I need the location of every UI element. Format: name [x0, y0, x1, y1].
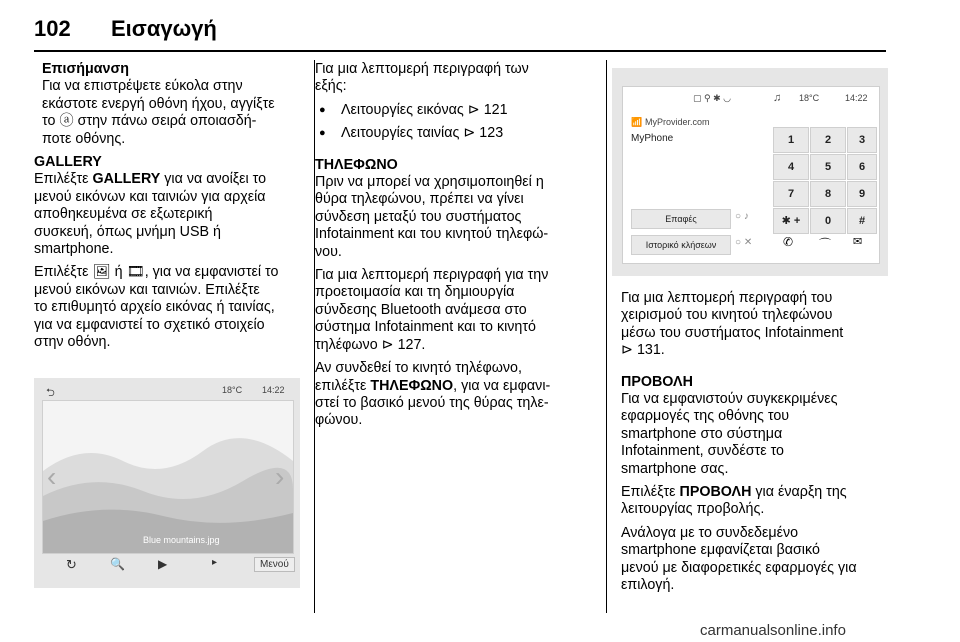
note-line: Για να επιστρέψετε εύκολα στην	[42, 78, 243, 95]
text: για έναρξη της	[751, 484, 847, 501]
text-line: smartphone εμφανίζεται βασικό	[621, 542, 820, 559]
text-line: smartphone σας.	[621, 460, 729, 477]
menu-button[interactable]: Μενού	[254, 557, 295, 572]
status-icons: ▢ ⚲ ✱ ◡	[693, 93, 731, 103]
note-title: Επισήμανση	[42, 61, 129, 77]
note-box	[34, 61, 299, 148]
gallery-toolbar	[42, 554, 292, 576]
text-line: ⊳ 131.	[621, 342, 665, 359]
text-line: μενού με διαφορετικές εφαρμογές για	[621, 559, 857, 576]
keypad-key[interactable]: ✱ +	[773, 208, 809, 234]
image-caption: Blue mountains.jpg	[143, 535, 220, 545]
text-line: εξής:	[315, 78, 347, 95]
keypad-key[interactable]: 0	[810, 208, 846, 234]
text-line: μενού εικόνων και ταινιών. Επιλέξτε	[34, 281, 260, 298]
watermark: carmanualsonline.info	[700, 622, 846, 639]
voice-icon[interactable]: ○ ♪	[735, 211, 749, 222]
column-1	[34, 61, 299, 352]
rotate-icon[interactable]: ↻	[66, 557, 77, 572]
phone-screen	[622, 86, 880, 264]
status-bar	[42, 384, 292, 398]
keyword: ΤΗΛΕΦΩΝΟ	[370, 377, 454, 394]
back-icon: ⮌	[46, 387, 55, 399]
keypad-key[interactable]: 4	[773, 154, 809, 180]
temperature: 18°C	[222, 385, 243, 395]
keypad-key[interactable]: 2	[810, 127, 846, 153]
text-line: λειτουργίας προβολής.	[621, 501, 765, 518]
text-line: χειρισμού του κινητού τηλεφώνου	[621, 307, 833, 324]
page-title: Εισαγωγή	[111, 16, 217, 41]
text-line: συσκευή, όπως μνήμη USB ή	[34, 223, 221, 240]
text: , για να εμφανι-	[453, 377, 551, 394]
bullet-item: ● Λειτουργίες εικόνας ⊳ 121	[315, 102, 595, 119]
text-line: Infotainment και του κινητού τηλεφώ-	[315, 226, 549, 243]
text-line: νου.	[315, 243, 342, 260]
text-line: αποθηκευμένα σε εξωτερική	[34, 206, 213, 223]
column-3	[621, 290, 891, 595]
text-line: στεί το βασικό μενού της θύρας τηλε-	[315, 394, 549, 411]
text: επιλέξτε	[315, 377, 371, 394]
text-line: Επιλέξτε 🖼 ή 🎞, για να εμφανιστεί το	[34, 264, 279, 281]
text-line: σύνδεσης Bluetooth ανάμεσα στο	[315, 301, 527, 318]
temperature: 18°C	[799, 93, 820, 103]
text-line: Για να εμφανιστούν συγκεκριμένες	[621, 391, 838, 408]
text-line: τηλέφωνο ⊳ 127.	[315, 336, 426, 353]
note-line: το ⓐ στην πάνω σειρά οποιασδή-	[42, 113, 257, 130]
text-line: μέσω του συστήματος Infotainment	[621, 324, 844, 341]
play-icon[interactable]: ▸	[212, 557, 218, 568]
text: για να ανοίξει το	[160, 171, 267, 188]
phone-heading: ΤΗΛΕΦΩΝΟ	[315, 156, 398, 173]
text-line: Για μια λεπτομερή περιγραφή για την	[315, 267, 549, 284]
text-line: το επιθυμητό αρχείο εικόνας ή ταινίας,	[34, 299, 275, 316]
keypad-key[interactable]: 5	[810, 154, 846, 180]
column-divider	[606, 60, 607, 613]
text-line: σύνδεση μεταξύ του συστήματος	[315, 208, 522, 225]
text-line: smartphone.	[34, 241, 114, 258]
text: Επιλέξτε	[621, 484, 680, 501]
text-line: Ανάλογα με το συνδεδεμένο	[621, 524, 799, 541]
text-line: θύρα τηλεφώνου, πρέπει να γίνει	[315, 191, 524, 208]
gallery-screenshot	[34, 378, 300, 588]
text-line	[315, 378, 595, 395]
text-line: Για μια λεπτομερή περιγραφή των	[315, 61, 529, 77]
gallery-heading: GALLERY	[34, 154, 102, 171]
text-line	[621, 484, 891, 501]
clock: 14:22	[262, 385, 285, 395]
call-icon[interactable]: ✆	[783, 235, 794, 249]
text-line: για να εμφανιστεί το σχετικό στοιχείο	[34, 316, 265, 333]
page-header	[34, 16, 886, 52]
text-line: στην οθόνη.	[34, 334, 111, 351]
next-arrow-icon[interactable]: ›	[275, 461, 285, 492]
keypad-key[interactable]: 1	[773, 127, 809, 153]
keypad-key[interactable]: 6	[847, 154, 877, 180]
note-line: εκάστοτε ενεργή οθόνη ήχου, αγγίξτε	[42, 95, 275, 112]
keypad-key[interactable]: #	[847, 208, 877, 234]
text-line: σύστημα Infotainment και το κινητό	[315, 319, 536, 336]
keyword: GALLERY	[92, 171, 161, 188]
text-line: μενού εικόνων και ταινιών για αρχεία	[34, 188, 266, 205]
hangup-icon[interactable]: ⌒	[819, 237, 832, 251]
text: Επιλέξτε	[34, 171, 93, 188]
bullet-item: ● Λειτουργίες ταινίας ⊳ 123	[315, 125, 595, 142]
music-icon: ♫	[773, 92, 782, 104]
prev-arrow-icon[interactable]: ‹	[47, 461, 57, 492]
zoom-icon[interactable]: 🔍	[110, 557, 125, 571]
call-history-button[interactable]: Ιστορικό κλήσεων	[631, 235, 731, 255]
mountain-image	[43, 401, 293, 553]
provider-name: MyProvider.com	[645, 117, 710, 127]
projection-heading: ΠΡΟΒΟΛΗ	[621, 373, 693, 390]
keypad-key[interactable]: 3	[847, 127, 877, 153]
text-line: προετοιμασία και τη δημιουργία	[315, 284, 515, 301]
page-number: 102	[34, 16, 71, 41]
phone-screenshot	[612, 68, 888, 276]
clock: 14:22	[845, 93, 868, 103]
text-line: Για μια λεπτομερή περιγραφή του	[621, 290, 833, 306]
text-line: Αν συνδεθεί το κινητό τηλέφωνο,	[315, 360, 522, 377]
gallery-image	[42, 400, 294, 554]
keypad-key[interactable]: 8	[810, 181, 846, 207]
signal-icon: 📶	[631, 117, 643, 127]
mute-icon[interactable]: ○ ✕	[735, 237, 753, 248]
text-line: εφαρμογές της οθόνης του	[621, 408, 790, 425]
message-icon[interactable]: ✉	[853, 236, 863, 248]
note-line: ποτε οθόνης.	[42, 130, 126, 147]
text-line: επιλογή.	[621, 577, 675, 594]
contacts-button[interactable]: Επαφές	[631, 209, 731, 229]
keyword: ΠΡΟΒΟΛΗ	[679, 484, 752, 501]
column-2	[315, 61, 595, 430]
text-line: Infotainment, συνδέστε το	[621, 443, 784, 460]
text-line: Πριν να μπορεί να χρησιμοποιηθεί η	[315, 174, 544, 191]
text-line: φώνου.	[315, 412, 363, 429]
keypad-key[interactable]: 9	[847, 181, 877, 207]
text-line	[34, 171, 299, 188]
text-line: smartphone στο σύστημα	[621, 425, 783, 442]
slideshow-icon[interactable]: ▶	[158, 557, 168, 571]
device-name: MyPhone	[631, 133, 674, 144]
keypad-key[interactable]: 7	[773, 181, 809, 207]
